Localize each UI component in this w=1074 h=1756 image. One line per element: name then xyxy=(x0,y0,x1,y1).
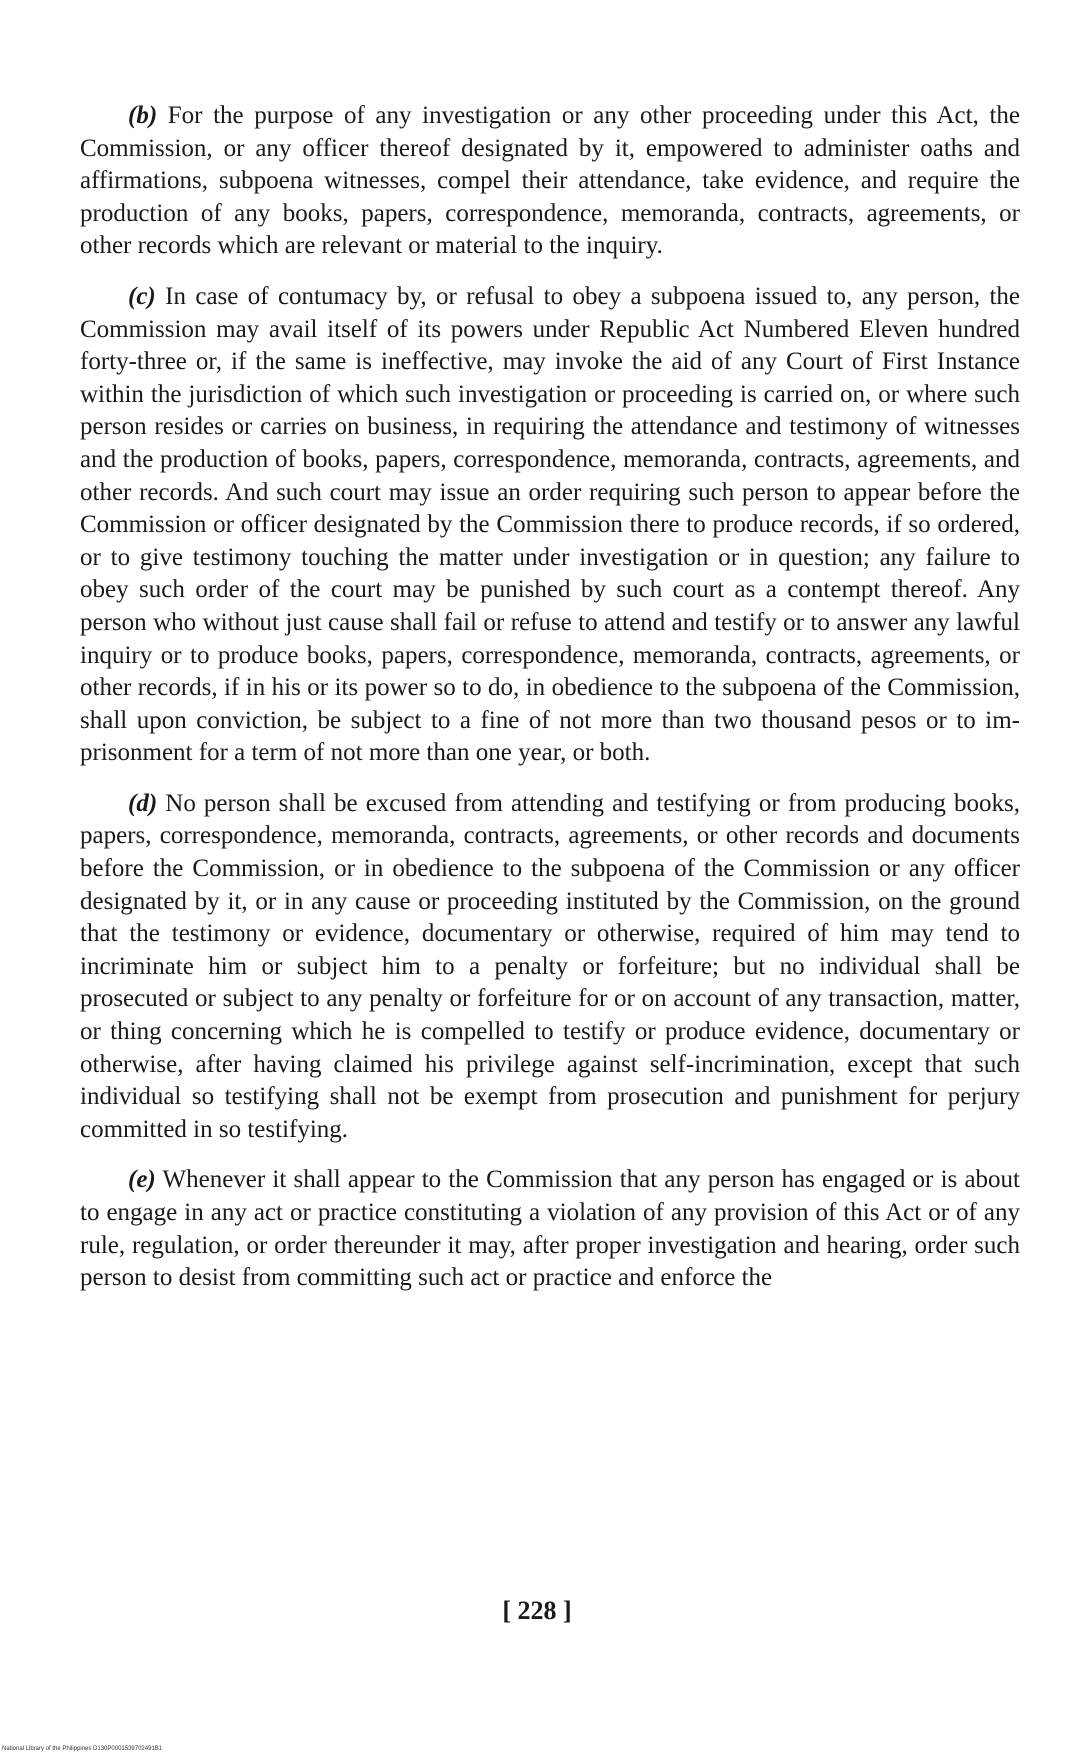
paragraph-mark: (e) xyxy=(128,1166,156,1194)
paragraph-c xyxy=(80,281,1020,770)
paragraph-text: For the purpose of any investigation or any other proceeding under this Act, the Commission, or any officer thereof designated by it, empowered to administer oaths and affirmations, subpoena witnesses, compel their attendance, take evidence, and require the production of any books, papers, correspondence, memoranda, contracts, agreements, or other records which are relevant or material to the inquiry. xyxy=(80,102,1020,260)
paragraph-b xyxy=(80,100,1020,263)
paragraph-mark: (d) xyxy=(128,789,158,817)
body-text xyxy=(80,100,1020,1313)
paragraph-d xyxy=(80,788,1020,1147)
page-number: [ 228 ] xyxy=(502,1596,572,1625)
paragraph-e xyxy=(80,1164,1020,1294)
paragraph-text: Whenever it shall appear to the Commission that any person has engaged or is about to engage in any act or practice constituting a violation of any provision of this Act or of any rule, regulation, or order thereunder it may, after proper investigation and hearing, order such person to desist from committing such act or practice and enforce the xyxy=(80,1166,1020,1292)
paragraph-mark: (c) xyxy=(128,282,156,310)
paragraph-mark: (b) xyxy=(128,102,158,129)
paragraph-text: In case of contumacy by, or refusal to obey a subpoena issued to, any person, the Commission may avail itself of its powers under Republic Act Numbered Eleven hundred forty-three or, if the same is ineffective, may invoke the aid of any Court of First Instance within the jurisdiction of which such investigation or proceeding is carried on, or where such person resides or carries on business, in requiring the attendance and testimony of witnesses and the production of books, papers, correspondence, memoranda, contracts, agreements, and other records. And such court may issue an order requiring such person to appear before the Commission or officer designated by the Commission there to produce records, if so ordered, or to give testimony touching the matter under investigation or in question; any failure to obey such order of the court may be punished by such court as a contempt thereof. Any person who without just cause shall fail or refuse to attend and testify or to answer any lawful inquiry or to produce books, papers, correspondence, memoranda, contracts, agreements, or other records, if in his or its power so to do, in obedience to the subpoena of the Commission, shall upon conviction, be subject to a fine of not more than two thousand pesos or to imprisonment for a term of not more than one year, or both. xyxy=(80,282,1020,767)
paragraph-text: No person shall be excused from attending and testifying or from producing books, papers, correspondence, memoranda, contracts, agreements, or other records and documents before the Commission, or in obedience to the subpoena of the Commission or any officer designated by it, or in any cause or proceeding instituted by the Commission, on the ground that the testimony or evidence, documentary or otherwise, required of him may tend to incriminate him or subject him to a penalty or forfeiture; but no individual shall be prosecuted or subject to any penalty or forfeiture for or on account of any transaction, matter, or thing concerning which he is compelled to testify or produce evidence, documentary or otherwise, after having claimed his privilege against self-incrimination, except that such individual so testifying shall not be exempt from prosecution and punishment for perjury committed in so testifying. xyxy=(80,789,1020,1143)
scan-footer: National Library of the Philippines D130P0001539702491B1 xyxy=(2,1746,163,1752)
